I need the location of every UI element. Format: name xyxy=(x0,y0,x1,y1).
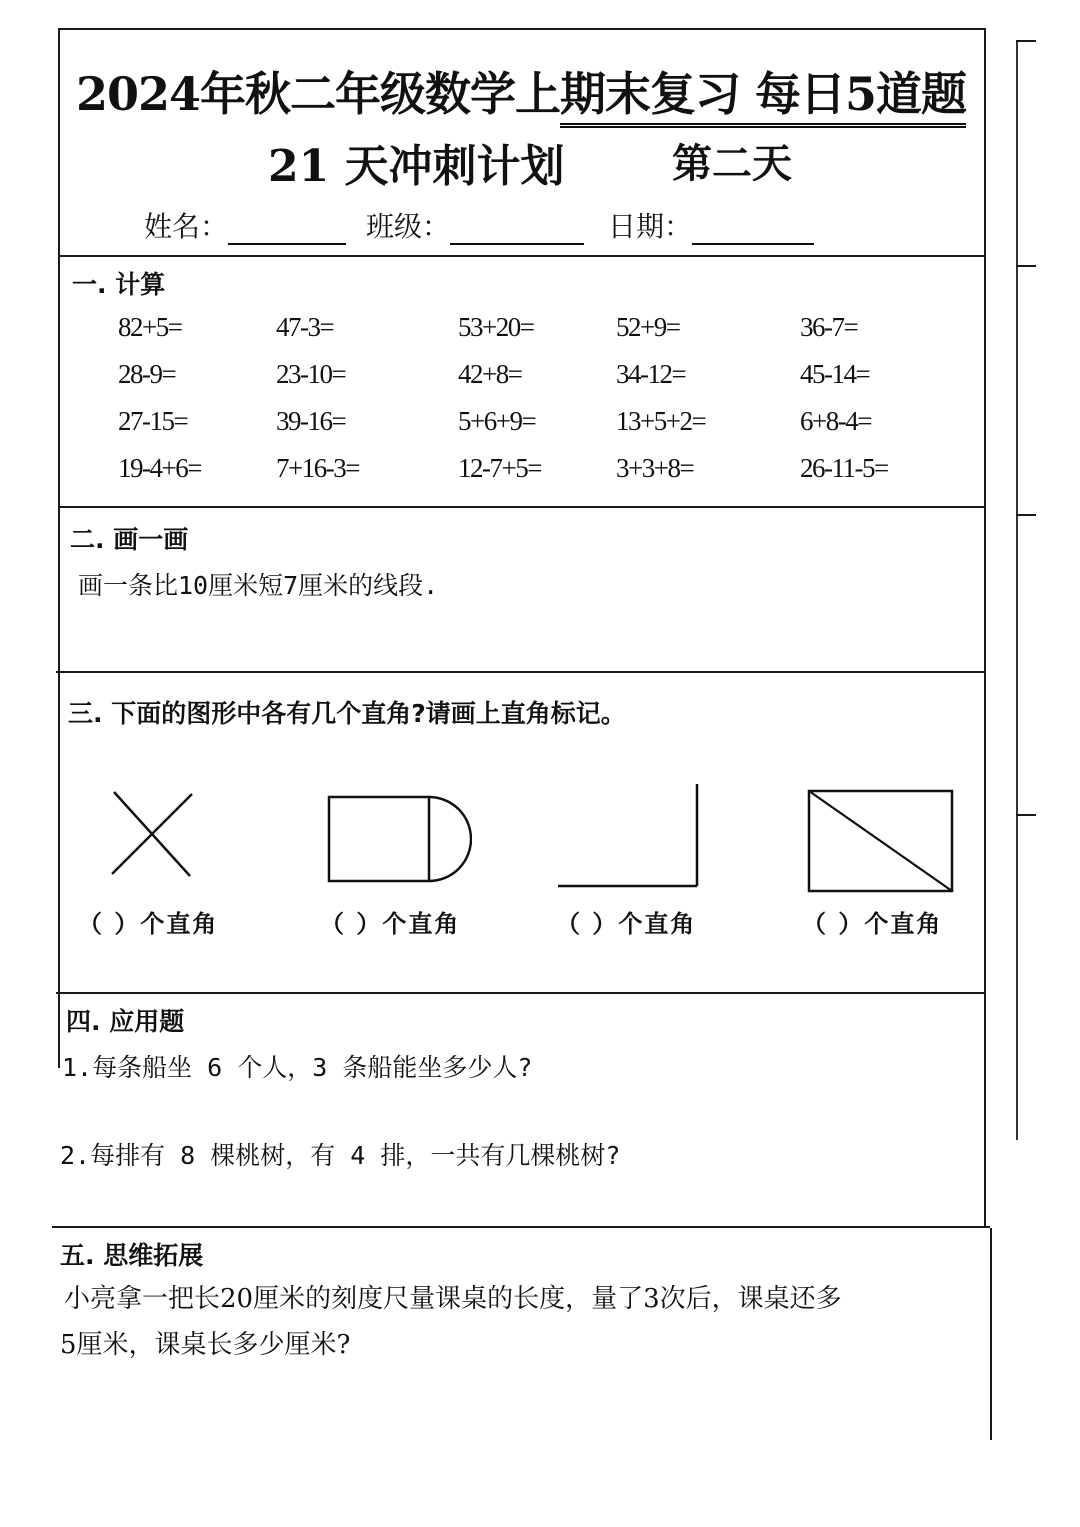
word-problem-1: 1.每条船坐 6 个人，3 条船能坐多少人? xyxy=(62,1053,533,1082)
calc-item: 3+3+8= xyxy=(616,453,694,483)
divider-1 xyxy=(58,506,986,508)
divider-3 xyxy=(56,992,986,994)
next-page-tick xyxy=(1016,514,1036,516)
class-blank[interactable] xyxy=(450,219,584,245)
section2-instruction: 画一条比10厘米短7厘米的线段. xyxy=(78,571,439,600)
date-blank[interactable] xyxy=(692,219,814,245)
calc-item: 12-7+5= xyxy=(458,453,541,483)
frame-top xyxy=(60,28,986,30)
title-part2: 期末复习 每日5道题 xyxy=(560,67,966,128)
name-blank[interactable] xyxy=(228,219,346,245)
calc-item: 53+20= xyxy=(458,312,534,342)
section4-title: 四. 应用题 xyxy=(66,1007,185,1036)
calc-item: 42+8= xyxy=(458,359,522,389)
calc-item: 6+8-4= xyxy=(800,406,871,436)
name-field-row xyxy=(144,205,346,245)
frame-right xyxy=(984,28,986,1228)
thinking-problem-line2: 5厘米，课桌长多少厘米? xyxy=(60,1330,351,1360)
calc-item: 13+5+2= xyxy=(616,406,706,436)
calc-item: 45-14= xyxy=(800,359,870,389)
right-angle-corner-icon xyxy=(556,782,702,890)
date-field-row xyxy=(608,205,814,245)
calc-item: 82+5= xyxy=(118,312,182,342)
next-page-tick xyxy=(1016,265,1036,267)
worksheet-title xyxy=(76,58,967,124)
section2-title: 二. 画一画 xyxy=(70,525,189,554)
calc-item: 7+16-3= xyxy=(276,453,359,483)
calc-item: 23-10= xyxy=(276,359,346,389)
calc-item: 39-16= xyxy=(276,406,346,436)
calc-item: 27-15= xyxy=(118,406,188,436)
divider-2 xyxy=(56,671,986,673)
word-problem-2: 2.每排有 8 棵桃树，有 4 排，一共有几棵桃树? xyxy=(60,1141,621,1170)
right-angle-answer-4[interactable]: （ ）个直角 xyxy=(802,910,943,938)
frame-left xyxy=(58,28,60,1068)
date-label: 日期： xyxy=(608,210,693,243)
thinking-problem-line1: 小亮拿一把长20厘米的刻度尺量课桌的长度，量了3次后，课桌还多 xyxy=(64,1284,842,1314)
right-angle-answer-2[interactable]: （ ）个直角 xyxy=(320,910,461,938)
calc-item: 19-4+6= xyxy=(118,453,201,483)
section1-title: 一. 计算 xyxy=(72,270,166,299)
crossed-lines-icon xyxy=(108,788,198,880)
calc-item: 52+9= xyxy=(616,312,680,342)
right-angle-answer-1[interactable]: （ ）个直角 xyxy=(78,910,219,938)
next-page-tick xyxy=(1016,40,1036,42)
day-label: 第二天 xyxy=(672,140,792,187)
right-angle-answer-3[interactable]: （ ）个直角 xyxy=(556,910,697,938)
worksheet-subtitle: 21 天冲刺计划 xyxy=(268,141,565,192)
rectangle-semicircle-icon xyxy=(326,794,472,886)
title-part1: 2024年秋二年级数学上 xyxy=(76,67,561,121)
frame-right-lower xyxy=(990,1228,992,1440)
rectangle-diagonal-icon xyxy=(806,788,956,894)
section5-title: 五. 思维拓展 xyxy=(60,1241,204,1270)
calc-item: 47-3= xyxy=(276,312,334,342)
calc-item: 5+6+9= xyxy=(458,406,536,436)
name-label: 姓名： xyxy=(144,210,229,243)
divider-header xyxy=(60,255,986,257)
divider-4 xyxy=(52,1226,990,1228)
calc-item: 36-7= xyxy=(800,312,858,342)
calc-item: 28-9= xyxy=(118,359,176,389)
section3-title: 三. 下面的图形中各有几个直角?请画上直角标记。 xyxy=(68,699,626,728)
calc-item: 34-12= xyxy=(616,359,686,389)
calc-item: 26-11-5= xyxy=(800,453,888,483)
class-field-row xyxy=(366,205,584,245)
next-page-edge xyxy=(1016,40,1018,1140)
class-label: 班级： xyxy=(366,210,451,243)
next-page-tick xyxy=(1016,814,1036,816)
